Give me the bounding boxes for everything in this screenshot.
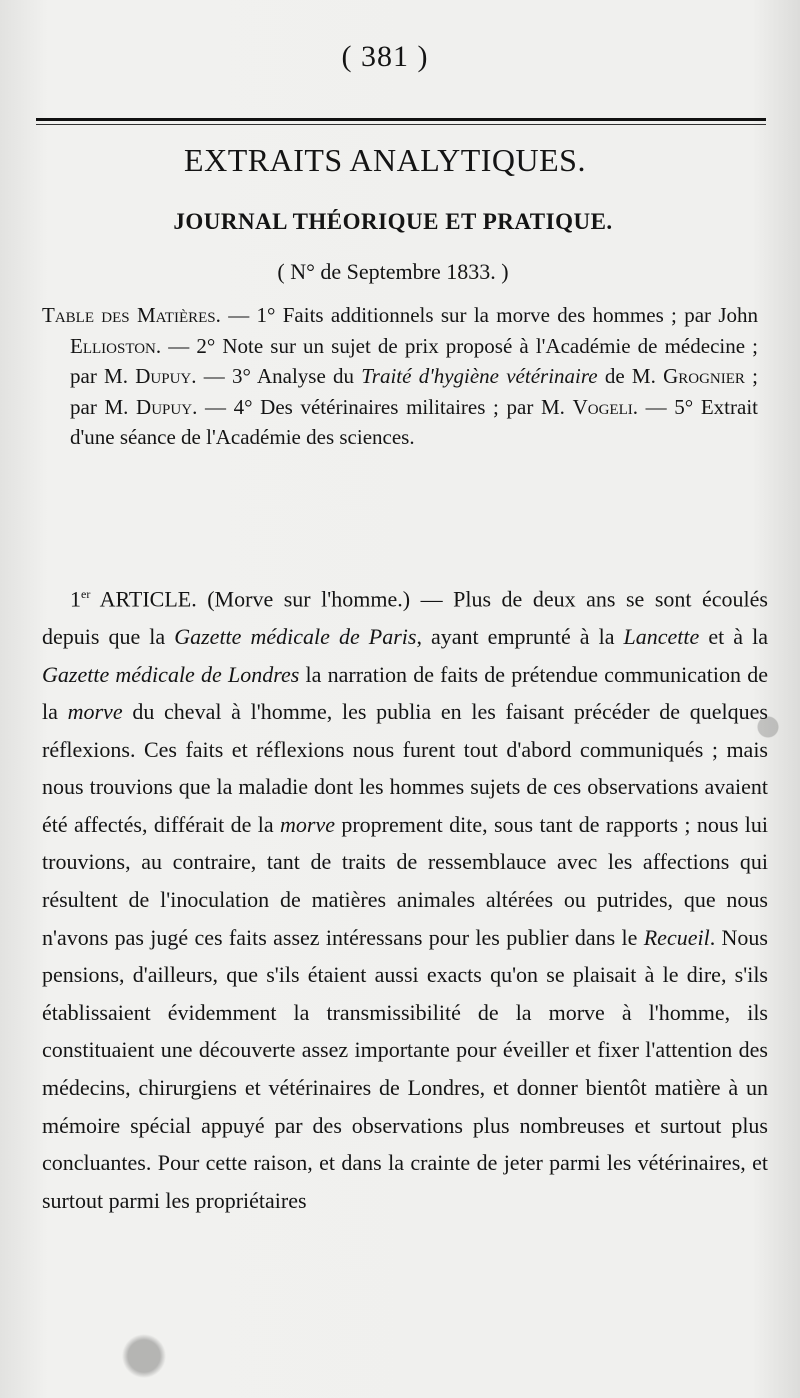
toc-text: . — 3° Analyse du [191, 364, 362, 388]
article-text: la narration de faits de prétendue communication de la [42, 661, 769, 725]
toc-author: Dupuy [135, 364, 192, 388]
toc-text: — 1° Faits additionnels sur la morve des hommes ; par John [220, 303, 759, 327]
article-italic: Gazette médicale de Paris [174, 623, 417, 649]
toc-work-title: Traité d'hygiène vétérinaire [361, 364, 598, 388]
article-number: 1 [70, 586, 81, 612]
page-number: ( 381 ) [341, 40, 429, 73]
toc-author: Dupuy [136, 394, 193, 419]
article-text: et à la [699, 623, 768, 649]
article-italic: Recueil [643, 924, 710, 950]
article-italic: morve [280, 811, 335, 837]
toc-text: . — 4° Des vétérinaires militaires ; par M. [192, 394, 573, 419]
article-italic: morve [67, 699, 123, 725]
section-title: EXTRAITS ANALYTIQUES. [184, 142, 586, 178]
toc-author: Grognier [663, 364, 745, 388]
article-text: proprement dite, sous tant de rapports ; nous lui trouvions, au contraire, tant de traits de ressemblauce avec les affections qui résultent de l'inoculation de matières animales altérées ou putrides, que nous n'avons pas jugé ces faits assez intéressans pour les publier dans le [42, 811, 768, 950]
toc-author: Vogeli [572, 394, 633, 419]
article-text: . Nous pensions, d'ailleurs, que s'ils étaient aussi exacts qu'on se plaisait à le dire, s'ils établissaient évidemment la transmissibilité de la morve à l'homme, ils constituaient une découverte assez importante pour éveiller et fixer l'attention des médecins, chirurgiens et vétérinaires de Londres, et donner bientôt matière à un mémoire spécial appuyé par des observations plus nombreuses et surtout plus concluantes. Pour cette raison, et dans la crainte de jeter parmi les vétérinaires, et surtout parmi les propriétaires [42, 924, 768, 1213]
journal-title: JOURNAL THÉORIQUE ET PRATIQUE. [173, 209, 613, 234]
toc-text: . — 5° Extrait d'une séance de l'Académie des sciences. [70, 394, 758, 449]
toc-text: . — 2° Note sur un sujet de prix proposé à l'Académie de médecine ; par M. [70, 333, 758, 388]
article-italic: Lancette [623, 623, 700, 649]
article-text: du cheval à l'homme, les publia en les faisant précéder de quelques réflexions. Ces faits et réflexions nous furent tout d'abord communiqués ; mais nous trouvions que la maladie dont les hommes sujets de ces observations avaient été affectés, différait de la [42, 699, 768, 837]
toc-text: ; par M. [70, 364, 758, 419]
article-text: — Plus de deux ans se sont écoulés depuis que la [42, 586, 768, 649]
article-number-suffix: er [81, 587, 91, 601]
toc-author: Ellioston [70, 333, 156, 358]
header-rule [36, 118, 766, 121]
article-heading: ARTICLE. (Morve sur l'homme.) [90, 586, 411, 612]
article-italic: Gazette médicale de Londres [42, 661, 300, 687]
article-text: , ayant emprunté à la [416, 623, 624, 649]
table-of-contents [42, 300, 758, 453]
issue-line: ( N° de Septembre 1833. ) [277, 259, 509, 284]
toc-text: de M. [597, 364, 664, 388]
toc-label: Table des Matières. [42, 303, 221, 327]
article-body [42, 576, 768, 1219]
